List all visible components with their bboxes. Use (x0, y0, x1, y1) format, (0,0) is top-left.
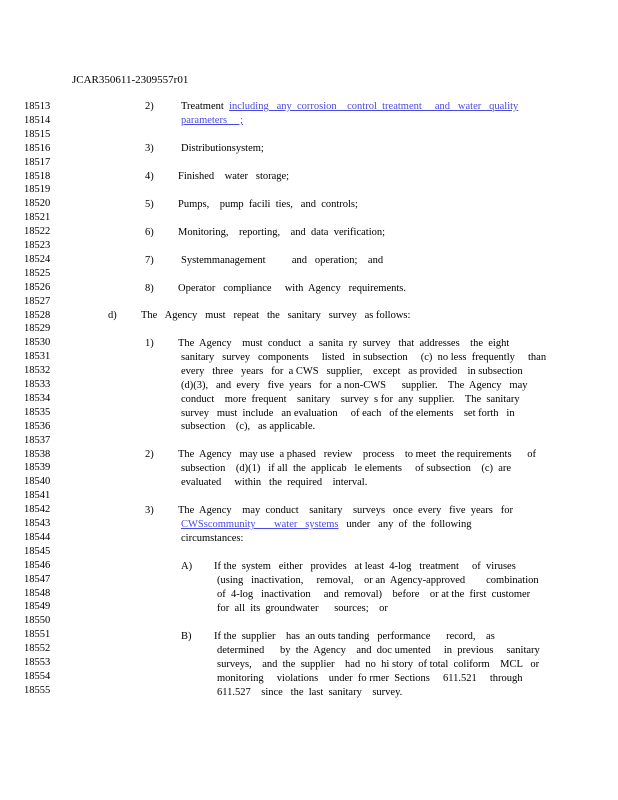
paragraph-line: of 4-log inactivation and removal) before or at the first customer (217, 588, 531, 600)
paragraph-line: subsection (d)(1) if all the applicab le elements of subsection (c) are (181, 462, 512, 474)
line-number: 18533 (24, 379, 51, 390)
subsection-line: circumstances: (181, 533, 244, 544)
line-number: 18551 (24, 629, 51, 641)
paragraph-line: evaluated within the required interval. (181, 476, 368, 488)
section-label: d) (108, 310, 117, 321)
line-number: 18538 (24, 448, 51, 460)
paragraph-line: If the system either provides at least 4-log treatment of viruses (214, 561, 516, 572)
line-number: 18530 (24, 337, 51, 349)
item-text: Monitoring, reporting, and data verification; (178, 227, 386, 238)
line-number: 18522 (24, 226, 51, 238)
inserted-text: CWSscommunity water systems (181, 519, 339, 530)
line-number: 18534 (24, 392, 51, 404)
line-number: 18528 (24, 309, 51, 321)
document-id: JCAR350611-2309557r01 (72, 74, 189, 86)
line-number: 18535 (24, 406, 51, 418)
line-number: 18518 (24, 170, 51, 182)
line-number: 18548 (24, 587, 51, 599)
paragraph-line: survey must include an evaluation of each of the elements set forth in (181, 407, 515, 419)
item-label: 2) (145, 101, 154, 112)
section-text: The Agency must repeat the sanitary survey as follows: (141, 310, 411, 321)
line-number: 18532 (24, 365, 51, 377)
paragraph-line: surveys, and the supplier had no hi story of total coliform MCL or (217, 658, 540, 670)
subsection-label: 1) (145, 338, 154, 349)
subsection-line: The Agency may conduct sanitary surveys once every five years for (178, 505, 514, 516)
line-number: 18550 (24, 615, 51, 627)
item-text: Systemmanagement and operation; and (181, 255, 384, 266)
subsection-line (181, 519, 471, 531)
paragraph-line: conduct more frequent sanitary survey s for any supplier. The sanitary (181, 393, 520, 405)
paragraph-line: If the supplier has an outs tanding performance record, as (214, 631, 495, 642)
line-number: 18521 (24, 212, 51, 224)
line-number: 18547 (24, 573, 51, 585)
line-number: 18516 (24, 142, 51, 154)
line-number: 18517 (24, 156, 51, 168)
line-number: 18549 (24, 601, 51, 613)
paragraph-line: 611.527 since the last sanitary survey. (217, 686, 403, 698)
line-number: 18546 (24, 559, 51, 571)
paragraph-line: monitoring violations under fo rmer Sections 611.521 through (217, 672, 523, 684)
line-number: 18520 (24, 198, 51, 210)
subsection-label: 3) (145, 505, 154, 516)
item-label: 7) (145, 255, 154, 266)
line-number: 18555 (24, 684, 51, 696)
line-number: 18540 (24, 476, 51, 488)
clause-label: A) (181, 561, 193, 572)
line-number: 18519 (24, 184, 51, 196)
subsection-label: 2) (145, 449, 154, 460)
paragraph-line: for all its groundwater sources; or (217, 602, 388, 614)
line-number: 18543 (24, 518, 51, 529)
paragraph-line: (d)(3), and every five years for a non-CWS supplier. The Agency may (181, 379, 528, 391)
line-number: 18515 (24, 128, 51, 140)
subsection-line-rest: under any of the following (338, 519, 472, 530)
clause-label: B) (181, 631, 192, 642)
item-text: Pumps, pump facili ties, and controls; (178, 199, 358, 210)
item-text: Finished water storage; (178, 171, 290, 182)
paragraph-line: The Agency must conduct a sanita ry survey that addresses the eight (178, 338, 510, 349)
inserted-text: including any corrosion control treatment and water quality (229, 101, 519, 112)
line-number: 18541 (24, 490, 51, 502)
line-number: 18527 (24, 295, 51, 307)
item-label: 6) (145, 227, 154, 238)
item-text (181, 101, 518, 113)
line-number: 18553 (24, 657, 51, 668)
item-label: 5) (145, 199, 154, 210)
item-text-plain: Treatment (181, 101, 224, 112)
item-text-continued (181, 115, 243, 127)
item-text: Distributionsystem; (181, 143, 264, 154)
item-label: 4) (145, 171, 154, 182)
line-number: 18542 (24, 504, 51, 516)
line-number: 18539 (24, 462, 51, 474)
line-number: 18552 (24, 643, 51, 655)
line-number: 18537 (24, 434, 51, 446)
line-number: 18513 (24, 101, 51, 112)
line-number: 18514 (24, 114, 51, 126)
item-label: 3) (145, 143, 154, 154)
line-number: 18545 (24, 545, 51, 557)
line-number: 18524 (24, 253, 51, 265)
line-number: 18554 (24, 670, 51, 682)
line-number: 18529 (24, 323, 51, 335)
line-number: 18531 (24, 351, 51, 363)
line-number: 18523 (24, 240, 51, 251)
item-label: 8) (145, 283, 154, 294)
paragraph-line: sanitary survey components listed in subsection (c) no less frequently than (181, 351, 547, 363)
inserted-text: parameters ; (181, 115, 244, 126)
line-number: 18526 (24, 281, 51, 293)
paragraph-line: The Agency may use a phased review process to meet the requirements of (178, 449, 537, 460)
paragraph-line: every three years for a CWS supplier, except as provided in subsection (181, 365, 523, 377)
item-text: Operator compliance with Agency requirements. (178, 283, 407, 294)
line-number: 18525 (24, 267, 51, 279)
paragraph-line: (using inactivation, removal, or an Agency-approved combination (217, 574, 539, 586)
paragraph-line: determined by the Agency and doc umented in previous sanitary (217, 644, 540, 656)
line-number: 18544 (24, 531, 51, 543)
line-number: 18536 (24, 420, 51, 432)
paragraph-line: subsection (c), as applicable. (181, 421, 316, 433)
